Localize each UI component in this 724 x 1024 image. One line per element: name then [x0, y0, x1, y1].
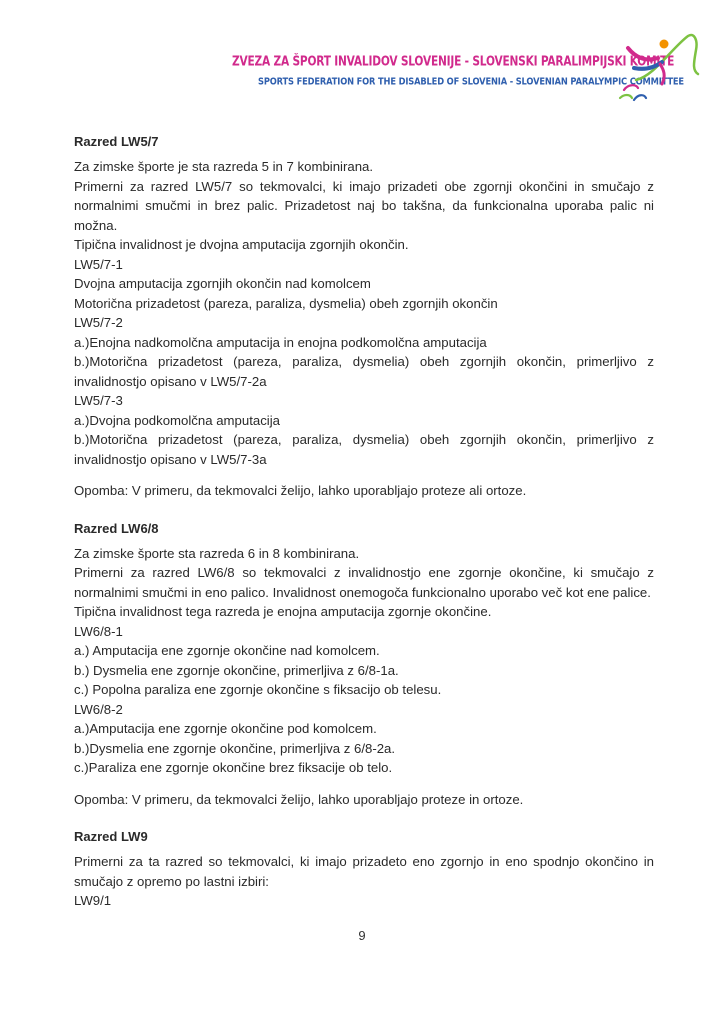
section-title-lw57: Razred LW5/7 — [74, 134, 159, 149]
text-line: b.) Dysmelia ene zgornje okončine, primerljiva z 6/8-1a. — [74, 662, 399, 678]
text-line: Tipična invalidnost tega razreda je enojna amputacija zgornje okončine. — [74, 604, 492, 619]
text-line: b.)Dysmelia ene zgornje okončine, primerljiva z 6/8-2a. — [74, 740, 396, 756]
organization-name-slovene: ZVEZA ZA ŠPORT INVALIDOV SLOVENIJE - SLOVENSKI PARALIMPIJSKI KOMITE — [232, 54, 675, 69]
text-line: Za zimske športe sta razreda 6 in 8 kombinirana. — [74, 545, 360, 561]
text-line: c.)Paraliza ene zgornje okončine brez fiksacije ob telo. — [74, 760, 393, 775]
subclass-code: LW6/8-1 — [74, 623, 123, 639]
page-body — [74, 132, 654, 911]
text-line: Za zimske športe je sta razreda 5 in 7 kombinirana. — [74, 159, 374, 174]
text-line: a.) Amputacija ene zgornje okončine nad komolcem. — [74, 643, 380, 658]
section-title-lw68: Razred LW6/8 — [74, 520, 159, 536]
text-paragraph: Primerni za razred LW5/7 so tekmovalci, ki imajo prizadeti obe zgornji okončini in smučajo z normalnimi smučmi in brez palic. Prizadetost naj bo takšna, da funkcionalna uporaba palic ni možna. — [74, 178, 654, 233]
text-paragraph: Primerni za razred LW6/8 so tekmovalci z invalidnostjo ene zgornje okončine, ki smučajo z normalnimi smučmi in eno palico. Invalidnost onemogoča funkcionalno uporabo več kot ene palice. — [74, 565, 654, 600]
text-line: Dvojna amputacija zgornjih okončin nad komolcem — [74, 276, 371, 291]
text-line: a.)Dvojna podkomolčna amputacija — [74, 412, 280, 428]
paralympic-logo-icon — [606, 18, 706, 108]
text-paragraph: b.)Motorična prizadetost (pareza, paraliza, dysmelia) obeh zgornjih okončin, primerljivo z invalidnostjo opisano v LW5/7-2a — [74, 354, 654, 389]
subclass-code: LW9/1 — [74, 893, 112, 908]
text-paragraph: b.)Motorična prizadetost (pareza, paraliza, dysmelia) obeh zgornjih okončin, primerljivo z invalidnostjo opisano v LW5/7-3a — [74, 432, 654, 467]
subclass-code: LW5/7-2 — [74, 315, 123, 330]
text-paragraph: Primerni za ta razred so tekmovalci, ki imajo prizadeto eno zgornjo in eno spodnjo okončino in smučajo z opremo po lastni izbiri: — [74, 854, 654, 889]
letterhead — [0, 0, 724, 110]
text-line: a.)Enojna nadkomolčna amputacija in enojna podkomolčna amputacija — [74, 334, 487, 350]
text-line: c.) Popolna paraliza ene zgornje okončine s fiksacijo ob telesu. — [74, 682, 442, 697]
note: Opomba: V primeru, da tekmovalci želijo, lahko uporabljajo proteze ali ortoze. — [74, 483, 527, 498]
text-line: Motorična prizadetost (pareza, paraliza, dysmelia) obeh zgornjih okončin — [74, 295, 498, 311]
page-number: 9 — [358, 928, 366, 943]
subclass-code: LW5/7-1 — [74, 256, 123, 272]
text-line: a.)Amputacija ene zgornje okončine pod komolcem. — [74, 721, 377, 736]
note: Opomba: V primeru, da tekmovalci želijo, lahko uporabljajo proteze in ortoze. — [74, 791, 524, 807]
text-line: Tipična invalidnost je dvojna amputacija zgornjih okončin. — [74, 237, 409, 252]
organization-name-english: SPORTS FEDERATION FOR THE DISABLED OF SLOVENIA - SLOVENIAN PARALYMPIC COMMITTEE — [258, 75, 684, 87]
section-title-lw9: Razred LW9 — [74, 829, 148, 844]
subclass-code: LW5/7-3 — [74, 393, 123, 408]
subclass-code: LW6/8-2 — [74, 701, 123, 717]
